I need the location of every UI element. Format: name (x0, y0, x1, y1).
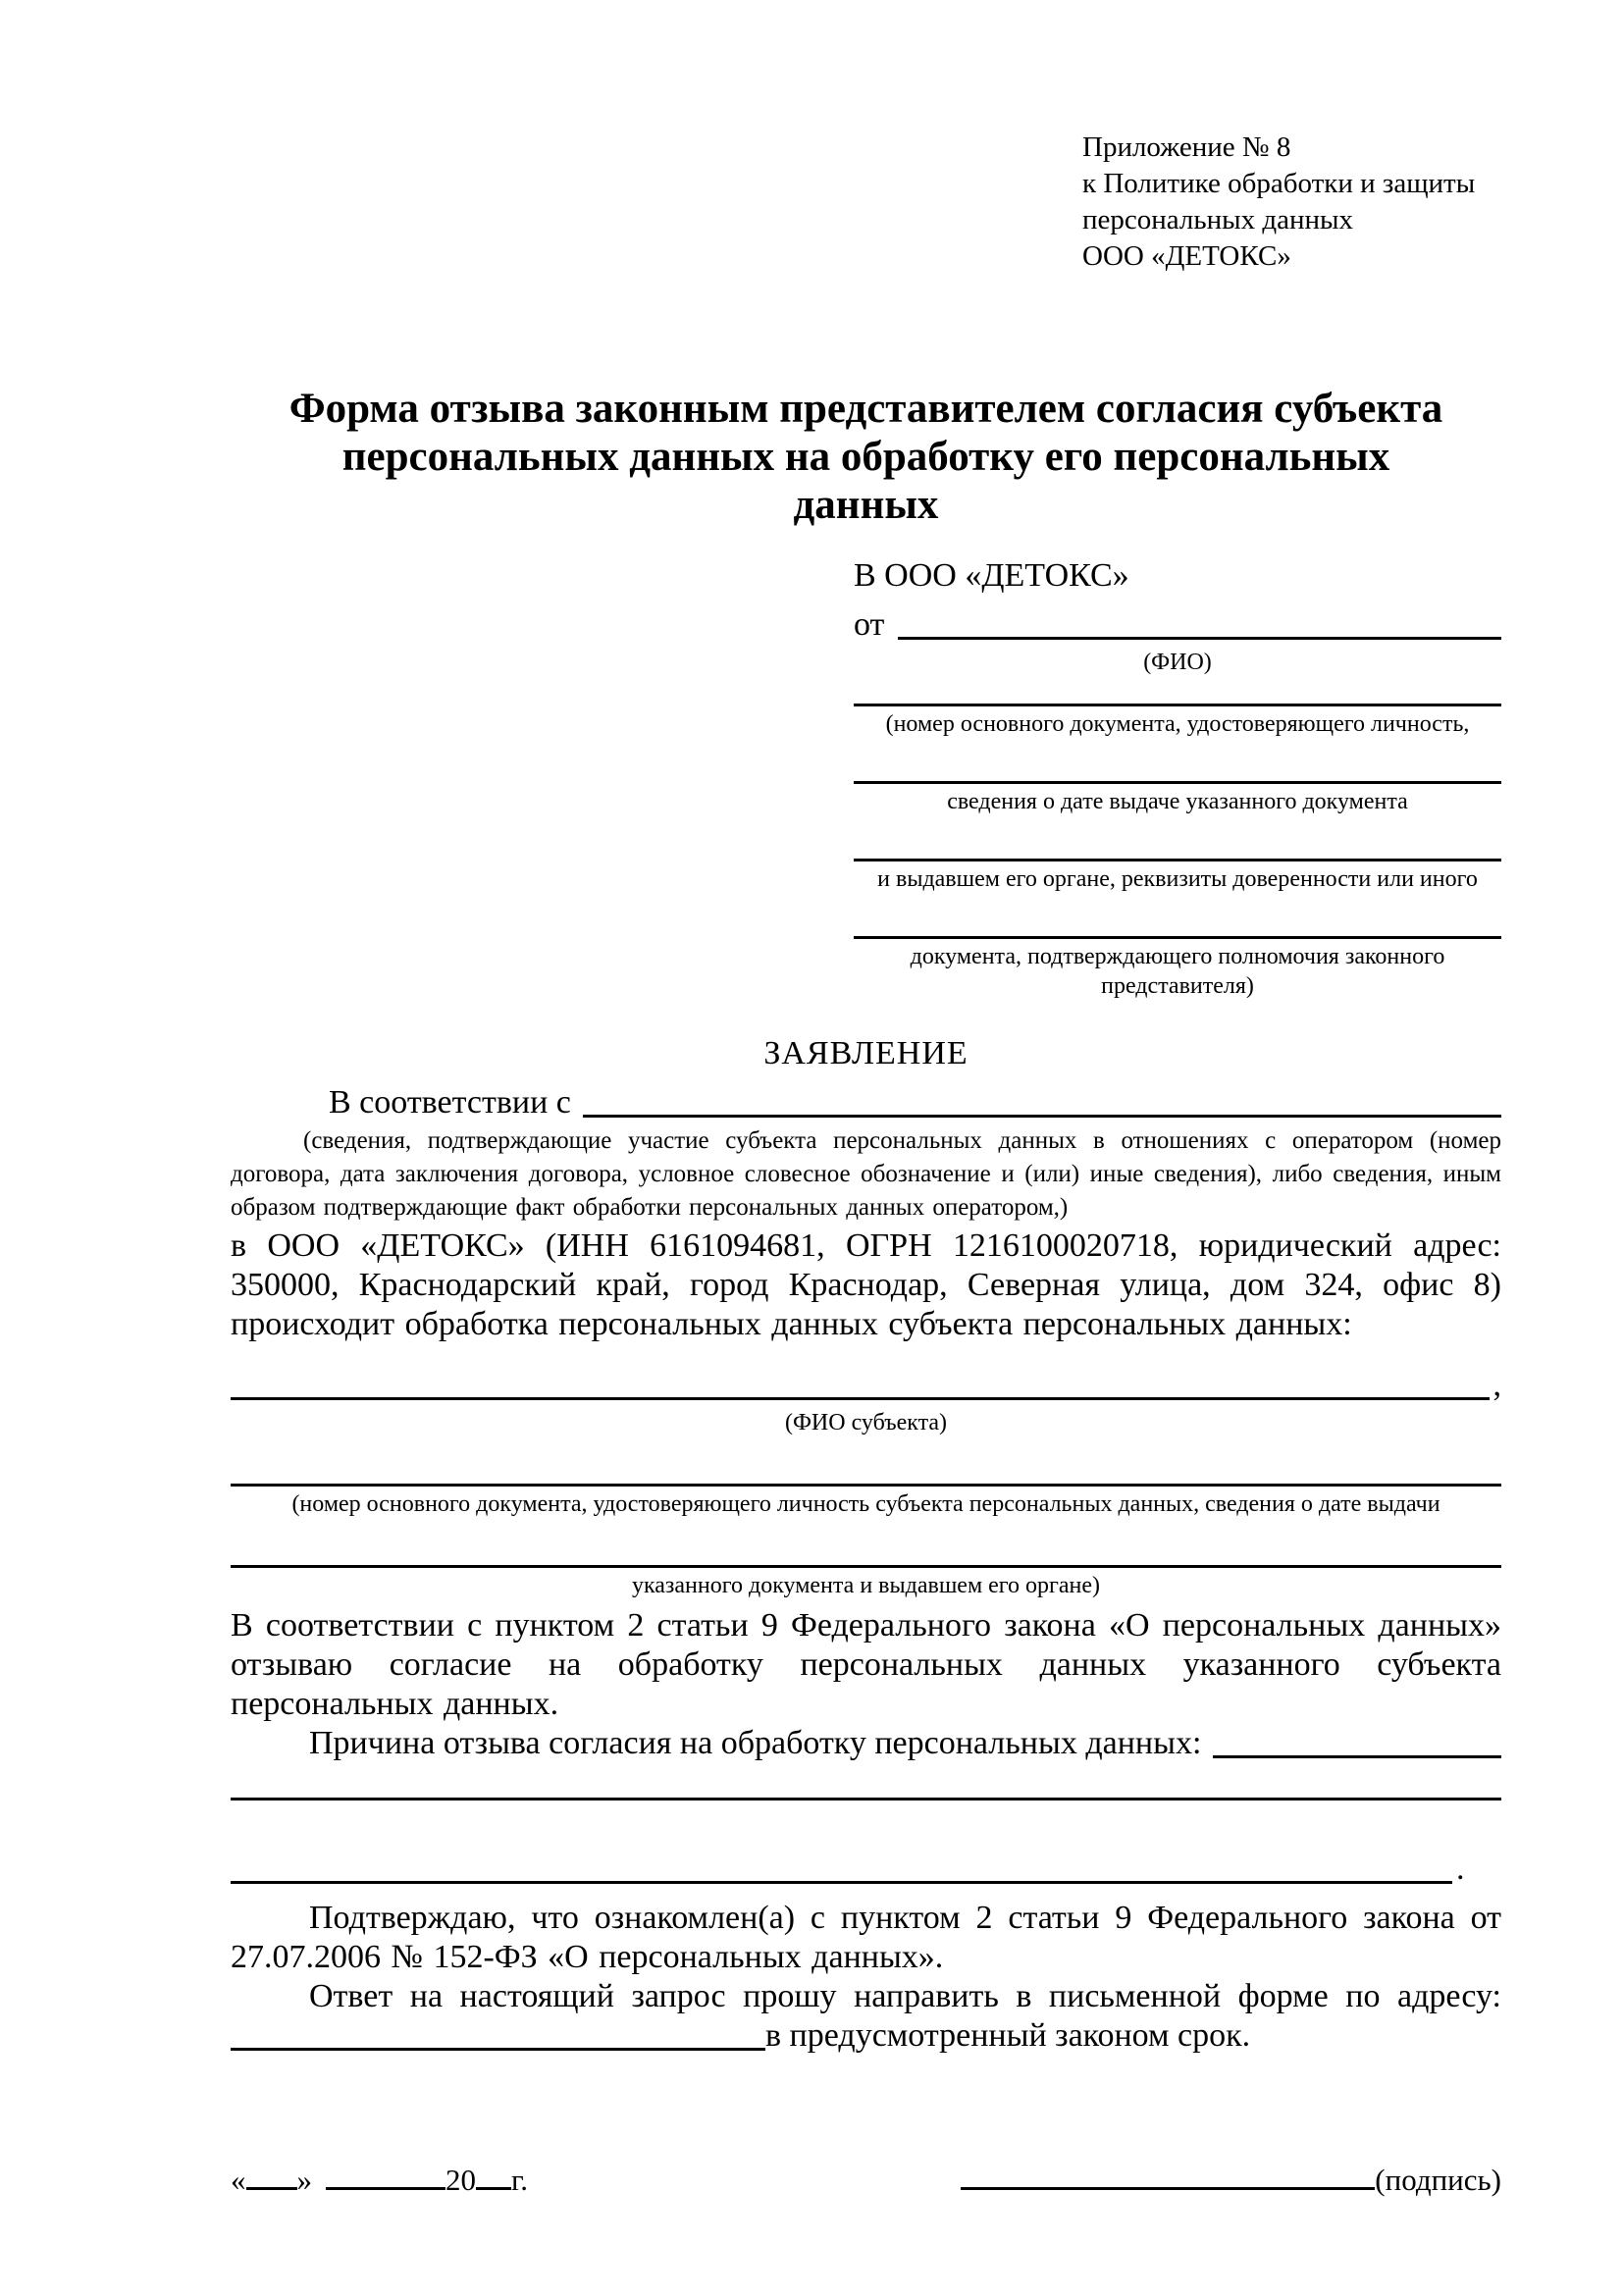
document-title: Форма отзыва законным представителем согласия субъекта персональных данных на обработку его персональных данных (288, 386, 1443, 528)
open-quote: « (231, 2163, 246, 2197)
blank-line-subject-doc (231, 1481, 1501, 1487)
comma-after-line: , (1492, 1367, 1501, 1403)
period-after-line: . (1456, 1851, 1465, 1887)
subject-fio-caption: (ФИО субъекта) (784, 1410, 948, 1435)
blank-row (231, 1850, 1501, 1889)
operator-paragraph: в ООО «ДЕТОКС» (ИНН 6161094681, ОГРН 1216100020718, юридический адрес: 350000, Краснодарский край, город Краснодар, Северная улица, дом 324, офис 8) происходит обработка персональных данных субъекта персональных данных: (231, 1227, 1501, 1342)
blank-line-doc-number (854, 701, 1501, 706)
blank-line-doc-date (854, 778, 1501, 784)
reply-address-row (231, 2016, 1501, 2056)
blank-line-reason (1213, 1755, 1501, 1758)
blank-caption: документа, подтверждающего полномочия законного представителя) (910, 944, 1445, 999)
subject-fio-row (231, 1366, 1501, 1405)
appendix-line: ООО «ДЕТОКС» (1082, 240, 1291, 272)
blank-line-signature (961, 2158, 1375, 2190)
blank-year (476, 2158, 511, 2190)
from-row (854, 605, 1501, 645)
basis-note: (сведения, подтверждающие участие субъекта персональных данных в отношениях с оператором (номер договора, дата заключения договора, условное словесное обозначение и (или) иные сведения), либо сведения, иным образом подтверждающие факт обработки персональных данных оператором,) (231, 1127, 1501, 1221)
subject-doc-issuer-caption: указанного документа и выдавшем его органе) (631, 1573, 1101, 1598)
blank-line-subject-fio (231, 1397, 1490, 1400)
recipient-organization: В ООО «ДЕТОКС» (854, 557, 1129, 594)
blank-group (854, 701, 1501, 739)
confirmation-paragraph: Подтверждаю, что ознакомлен(а) с пунктом 2 статьи 9 Федерального закона от 27.07.2006 № 152-ФЗ «О персональных данных». (231, 1900, 1501, 1975)
signature-caption: (подпись) (1375, 2163, 1501, 2197)
date-field (231, 2158, 528, 2200)
close-quote: » (296, 2163, 312, 2197)
blank-group (854, 856, 1501, 894)
blank-line-reason-continued (231, 1881, 1452, 1884)
blank-group (231, 1481, 1501, 1519)
blank-line-address (231, 2048, 765, 2051)
reason-label: Причина отзыва согласия на обработку персональных данных: (309, 1725, 1202, 1761)
withdrawal-paragraph: В соответствии с пунктом 2 статьи 9 Федерального закона «О персональных данных» отзываю согласие на обработку персональных данных указанного субъекта персональных данных. (231, 1607, 1501, 1722)
document-content (231, 0, 1501, 2200)
reply-tail-text: в предусмотренный законом срок. (765, 2017, 1251, 2054)
signature-field (961, 2158, 1501, 2200)
subject-doc-caption: (номер основного документа, удостоверяющего личность субъекта персональных данных, сведения о дате выдачи (291, 1491, 1440, 1517)
appendix-block (1082, 130, 1501, 275)
blank-line-doc-issuer (854, 856, 1501, 861)
appendix-line: Приложение № 8 (1082, 131, 1291, 163)
blank-line-subject-doc-issuer (231, 1562, 1501, 1568)
blank-caption: сведения о дате выдаче указанного документа (947, 789, 1408, 814)
blank-day (246, 2158, 297, 2190)
blank-caption: и выдавшем его органе, реквизиты доверенности или иного (877, 866, 1478, 892)
blank-line-basis (583, 1115, 1501, 1118)
blank-line-authority-doc (854, 933, 1501, 939)
recipient-block (854, 554, 1501, 1001)
appendix-line: персональных данных (1082, 204, 1354, 235)
appendix-line: к Политике обработки и защиты (1082, 168, 1476, 199)
blank-line-fio (898, 637, 1501, 640)
year-suffix: г. (511, 2163, 528, 2197)
year-prefix: 20 (445, 2163, 476, 2197)
in-accordance-label: В соответствии с (329, 1084, 571, 1121)
blank-group (231, 1562, 1501, 1600)
reply-paragraph: Ответ на настоящий запрос прошу направить в письменной форме по адресу: (309, 1978, 1501, 2014)
reason-row (231, 1724, 1501, 1763)
from-label: от (854, 606, 885, 643)
blank-caption: (номер основного документа, удостоверяющего личность, (885, 711, 1470, 737)
statement-heading: ЗАЯВЛЕНИЕ (763, 1035, 969, 1071)
fio-caption: (ФИО) (1143, 650, 1212, 675)
blank-group (854, 933, 1501, 1001)
blank-month (326, 2158, 445, 2190)
signature-footer (231, 2158, 1501, 2200)
blank-line-reason-continued (231, 1795, 1501, 1800)
in-accordance-row (231, 1083, 1501, 1122)
blank-group (854, 778, 1501, 816)
